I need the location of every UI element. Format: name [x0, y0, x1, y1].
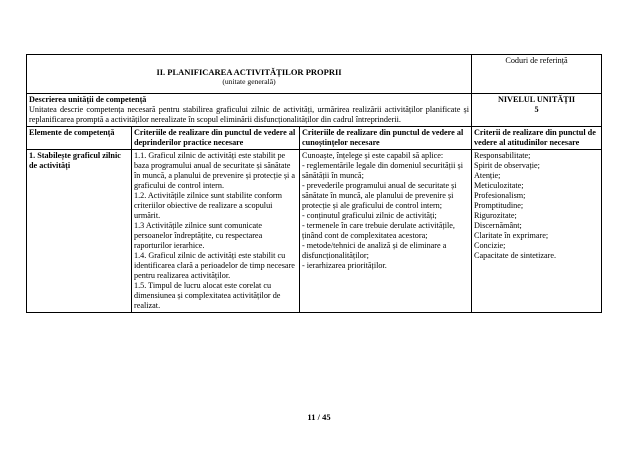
list-item: 1.4. Graficul zilnic de activități este stabilit cu identificarea clară a perioadelor de timp necesare pentru realizarea activităților. [134, 251, 295, 280]
list-item: Claritate în exprimare; [474, 231, 549, 240]
column-header-knowledge: Criteriile de realizare din punctul de vedere al cunoștințelor necesare [300, 127, 472, 150]
list-item: Cunoaște, înțelege și este capabil să aplice: [302, 151, 444, 160]
list-item: - reglementările legale din domeniul securității și sănătății în muncă; [302, 161, 463, 180]
competency-table [26, 54, 602, 313]
list-item: - conținutul graficului zilnic de activități; [302, 211, 437, 220]
section-title: II. PLANIFICAREA ACTIVITĂȚILOR PROPRII [156, 67, 342, 77]
section-title-cell [27, 55, 472, 94]
description-cell [27, 94, 472, 127]
list-item: Promptitudine; [474, 201, 524, 210]
list-item: - prevederile programului anual de securitate și sănătate în muncă, ale planului de prevenire și protecție și ale graficului de control intern; [302, 181, 457, 210]
description-text: Unitatea descrie competența necesară pentru stabilirea graficului zilnic de activități, urmărirea realizării activităților planificate și replanificarea promptă a activităților nerealizate în scopul eliminării disfuncționalităților din cadrul întreprinderii. [29, 105, 470, 124]
table-row [27, 150, 602, 313]
list-item: - ierarhizarea priorităților. [302, 261, 387, 270]
list-item: 1.3 Activitățile zilnice sunt comunicate persoanelor îndreptățite, cu respectarea raporturilor ierarhice. [134, 221, 263, 250]
list-item: 1.1. Graficul zilnic de activități este stabilit pe baza programului anual de securitate și sănătate în muncă, a planului de prevenire și protecție și a graficului de control intern. [134, 151, 295, 190]
competency-element: 1. Stabilește graficul zilnic de activități [27, 150, 132, 313]
list-item: Capacitate de sintetizare. [474, 251, 557, 260]
page-number: 11 / 45 [307, 412, 331, 422]
list-item: 1.2. Activitățile zilnice sunt stabilite conform criteriilor obiective de realizare a scopului urmărit. [134, 191, 283, 220]
unit-level-label: NIVELUL UNITĂȚII [497, 95, 576, 104]
reference-codes-label: Coduri de referință [505, 56, 568, 65]
list-item: - metode/tehnici de analiză și de eliminare a disfuncționalităților; [302, 241, 447, 260]
practical-criteria [132, 150, 300, 313]
list-item: Responsabilitate; [474, 151, 531, 160]
column-header-elements: Elemente de competență [27, 127, 132, 150]
knowledge-criteria [300, 150, 472, 313]
list-item: Discernământ; [474, 221, 522, 230]
attitude-criteria [472, 150, 602, 313]
list-item: Profesionalism; [474, 191, 526, 200]
list-item: Meticulozitate; [474, 181, 524, 190]
description-heading: Descrierea unității de competență [29, 95, 147, 104]
column-header-practical: Criteriile de realizare din punctul de vedere al deprinderilor practice necesare [132, 127, 300, 150]
column-header-attitudes: Criterii de realizare din punctul de vedere al atitudinilor necesare [472, 127, 602, 150]
reference-codes-cell [472, 55, 602, 94]
unit-level-cell [472, 94, 602, 127]
list-item: Concizie; [474, 241, 506, 250]
list-item: Rigurozitate; [474, 211, 517, 220]
list-item: 1.5. Timpul de lucru alocat este corelat cu dimensiunea și complexitatea activităților de realizat. [134, 281, 281, 310]
list-item: - termenele în care trebuie derulate activitățile, ținând cont de complexitatea acestora; [302, 221, 455, 240]
list-item: Atenție; [474, 171, 501, 180]
unit-level-value: 5 [534, 105, 539, 114]
column-header-row [27, 127, 602, 150]
section-subtitle: (unitate generală) [222, 77, 276, 87]
list-item: Spirit de observație; [474, 161, 540, 170]
